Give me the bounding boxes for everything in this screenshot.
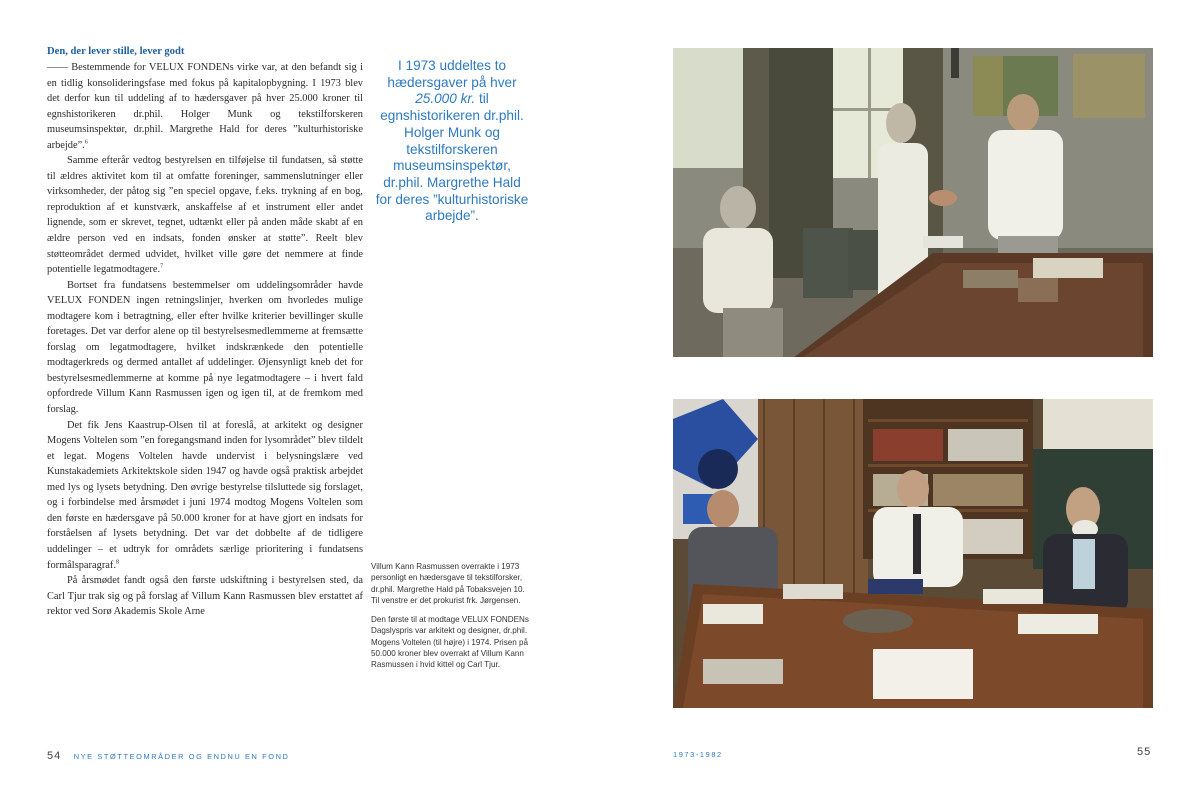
page-number-right: 55 — [1137, 746, 1152, 758]
main-text-column — [47, 44, 363, 620]
paragraph-2: Samme efterår vedtog bestyrelsen en tilføjelse til fundatsen, så støtte til ældres aktivitet kom til at omfatte foreninger, sammenslutninger eller virksomheder, der påtog sig ”en speciel opgave, f.eks. trykning af en bog, reproduktion af et kunstværk, anskaffelse af et instrument eller andet lignende, som er skrevet, tegnet, udtænkt eller på anden måde skabt af en ældre person ved en indsats, fonden ønsker at støtte”. Reelt blev støtteområdet dermed udvidet, hvilket ville gøre det nemmere at finde potentielle legatmodtagere.$^7$ — [47, 155, 363, 276]
paragraph-3: Bortset fra fundatsens bestemmelser om uddelingsområder havde VELUX FONDEN ingen retningslinjer, hverken om hvorledes mulige modtagere kom i betragtning, eller efter hvilke kriterier bevillinger skulle foretages. Det var derfor alene op til bestyrelsesmedlemmerne at fremsætte forslag om legatmodtagere, hvilket indskrænkede den potentielle modtagerkreds og dermed antallet af uddelinger. Øjensynligt kneb det for bestyrelsesmedlemmerne at komme på nye legatmodtagere – i hvert fald opfordrede Villum Kann Rasmussen igen og igen til, at de fremkom med forslag. — [47, 279, 363, 416]
footnote-ref: 7 — [160, 263, 164, 270]
paragraph-1: —— Bestemmende for VELUX FONDENs virke var, at den befandt sig i en tidlig konsolideringsfase med fokus på kapitalopbygning. I 1973 blev det derfor kun til uddeling af to hædersgaver på hver 25.000 kroner til egnshistorikeren dr.phil. Holger Munk og tekstilforskeren museumsinspektør, dr.phil. Margrethe Hald for deres ”kulturhistoriske arbejde”.$^6$ — [47, 62, 363, 151]
paragraph-4: Det fik Jens Kaastrup-Olsen til at foreslå, at arkitekt og designer Mogens Voltelen som ”en foregangsmand inden for lysområdet” blev tildelt et legat. Mogens Voltelen havde undervist i belysningslære ved Kunstakademiets Arkitektskole siden 1947 og havde også praktisk arbejdet med lys og lysets betydning. Den øvrige bestyrelse tilsluttede sig forslaget, og i forbindelse med årsmødet i juni 1974 modtog Mogens Voltelen som den første en hædersgave på 50.000 kroner for at have gjort en indsats for forståelsen af lysets betydning. Det var det dobbelte af de tidligere uddelinger – et udtryk for områdets særlige prioritering i fundatsens formålsparagraf.$^8$ — [47, 419, 363, 571]
photo-captions — [371, 561, 535, 679]
paragraph-5: På årsmødet fandt også den første udskiftning i bestyrelsen sted, da Carl Tjur trak sig og på forslag af Villum Kann Rasmussen blev erstattet af rektor ved Sorø Akademis Skole Arne — [47, 575, 363, 618]
section-heading: Den, der lever stille, lever godt — [47, 46, 185, 57]
pull-quote-amount: 25.000 kr. — [415, 91, 476, 107]
photo-board-meeting — [673, 399, 1153, 708]
running-head-right: 1973-1982 — [673, 750, 723, 759]
left-folio — [47, 746, 289, 764]
caption-top-photo: Villum Kann Rasmussen overrakte i 1973 personligt en hædersgave til tekstilforsker, dr.phil. Margrethe Hald på Tobaksvejen 10. Til venstre er det prokurist frk. Jørgensen. — [371, 562, 525, 605]
pull-quote: I 1973 uddeltes to hædersgaver på hver 25.000 kr. til egnshistorikeren dr.phil. Holger Munk og tekstilforskeren museumsinspektør, dr.phil. Margrethe Hald for deres ”kulturhistoriske arbejde”. — [375, 58, 529, 224]
footnote-ref: 6 — [84, 139, 88, 146]
caption-bottom-photo: Den første til at modtage VELUX FONDENs Dagslyspris var arkitekt og designer, dr.phil. Mogens Voltelen (til højre) i 1974. Prisen på 50.000 kroner blev overrakt af Villum Kann Rasmussen i hvid kittel og Carl Tjur. — [371, 615, 529, 670]
photo-board-meeting-image — [673, 399, 1153, 708]
photo-award-handshake — [673, 48, 1153, 357]
page-number-left: 54 — [47, 750, 62, 762]
footnote-ref: 8 — [115, 559, 119, 566]
photo-award-handshake-image — [673, 48, 1153, 357]
running-head-left: NYE STØTTEOMRÅDER OG ENDNU EN FOND — [73, 752, 290, 761]
